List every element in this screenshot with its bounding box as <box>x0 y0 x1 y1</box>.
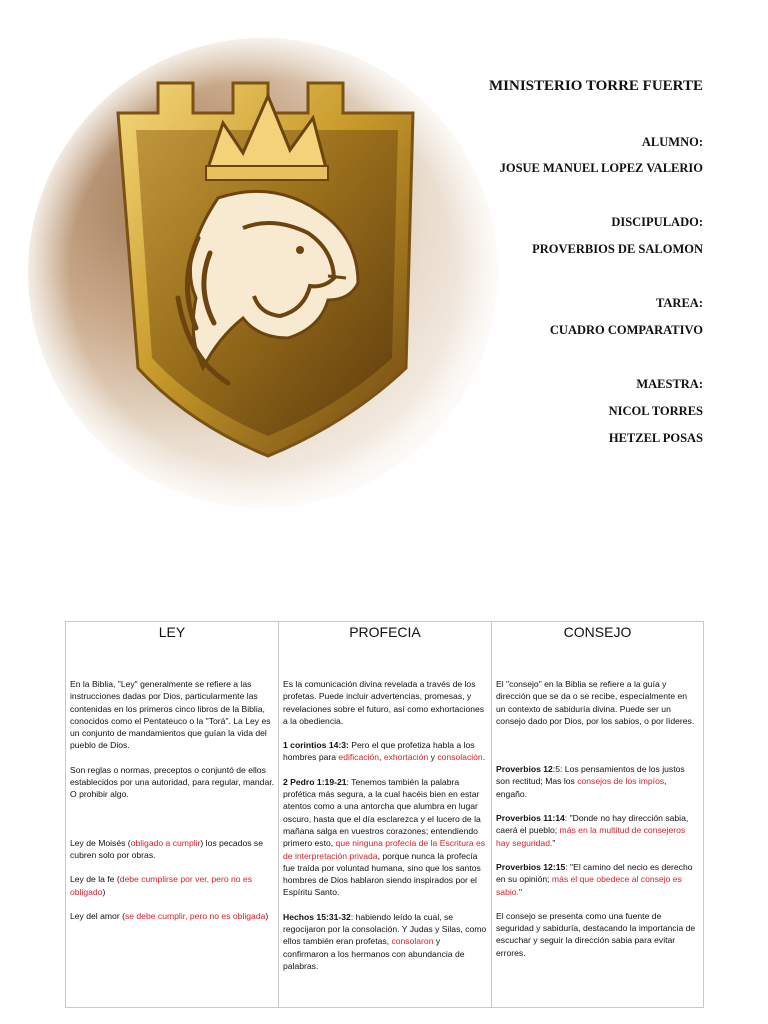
ley-fe: Ley de la fe (debe cumplirse por ver, pero no es obligado) <box>70 874 253 897</box>
profecia-paragraph-1: Es la comunicación divina revelada a través de los profetas. Puede incluir advertencias, promesas, y revelaciones sobre el futuro, así como exhortaciones a la obediencia. <box>283 679 485 726</box>
ministry-logo <box>28 38 498 508</box>
ley-cell <box>70 678 274 922</box>
task-label: TAREA: <box>656 296 703 310</box>
ley-paragraph-2: Son reglas o normas, preceptos o conjuntó de ellos establecidos por una autoridad, para regular, mandar. O prohibir algo. <box>70 764 274 800</box>
consejo-proverbios-12-5: Proverbios 12:5: Los pensamientos de los justos son rectitud; Mas los consejos de los impíos, engaño. <box>496 764 685 799</box>
lion-crown-shield-icon <box>28 38 498 508</box>
consejo-paragraph-1: El "consejo" en la Biblia se refiere a la guía y dirección que se da o se recibe, especialmente en un contexto de sabiduría divina. Puede ser un consejo dado por Dios, por los sabios, o por líderes. <box>496 679 695 726</box>
task-name: CUADRO COMPARATIVO <box>549 323 703 337</box>
student-name: JOSUE MANUEL LOPEZ VALERIO <box>499 161 703 175</box>
column-header-ley: LEY <box>158 624 186 640</box>
consejo-cell <box>496 678 699 959</box>
profecia-corintios: 1 corintios 14:3: Pero el que profetiza habla a los hombres para edificación, exhortación y consolación. <box>283 740 486 763</box>
consejo-proverbios-12-15: Proverbios 12:15: "El camino del necio es derecho en su opinión; más el que obedece al consejo es sabio." <box>496 861 693 897</box>
column-consejo <box>491 622 703 1007</box>
profecia-hechos: Hechos 15:31-32: habiendo leído la cual, se regocijaron por la consolación. Y Judas y Silas, como ellos también eran profetas, consolaron y confirmaron a los hermanos con abundancia de palabras. <box>283 911 487 971</box>
profecia-pedro: 2 Pedro 1:19-21: Tenemos también la palabra profética más segura, a la cual hacéis bien en estar atentos como a una antorcha que alumbra en lugar oscuro, hasta que el día esclarezca y el lucero de la mañana salga en vuestros corazones; entendiendo primero esto, que ninguna profecía de la Escritura es de interpretación privada, porque nunca la profecía fue traída por voluntad humana, sino que los santos hombres de Dios hablaron siendo inspirados por el Espíritu Santo. <box>283 776 486 898</box>
discipleship-label: DISCIPULADO: <box>611 215 703 229</box>
ley-amor: Ley del amor (se debe cumplir, pero no es obligada) <box>70 910 269 921</box>
column-header-consejo: CONSEJO <box>563 624 632 640</box>
ley-moises: Ley de Moisés (obligado a cumplir) los pecados se cubren solo por obras. <box>70 837 263 860</box>
column-profecia <box>278 622 491 1007</box>
consejo-paragraph-final: El consejo se presenta como una fuente de seguridad y sabiduría, destacando la importancia de escuchar y seguir la dirección sabia para evitar errores. <box>496 910 696 958</box>
profecia-cell <box>283 678 487 972</box>
comparison-table <box>65 621 704 1008</box>
consejo-proverbios-11-14: Proverbios 11:14: "Donde no hay dirección sabia, caerá el pueblo; más en la multitud de consejeros hay seguridad." <box>496 813 689 848</box>
discipleship-name: PROVERBIOS DE SALOMON <box>532 242 703 256</box>
ministry-title: MINISTERIO TORRE FUERTE <box>489 78 703 94</box>
student-label: ALUMNO: <box>641 135 703 149</box>
teacher-name-2: HETZEL POSAS <box>608 431 703 445</box>
ley-paragraph-1: En la Biblia, "Ley" generalmente se refiere a las instrucciones dadas por Dios, particularmente las contenidas en los primeros cinco libros de la Biblia, conocidos como el Pentateuco o la "Torá". La Ley es un conjunto de mandamientos que guían la vida del pueblo de Dios. <box>70 679 271 751</box>
teacher-label: MAESTRA: <box>636 377 703 391</box>
teacher-name-1: NICOL TORRES <box>608 404 703 418</box>
column-ley <box>66 622 278 1007</box>
column-header-profecia: PROFECIA <box>349 624 421 640</box>
